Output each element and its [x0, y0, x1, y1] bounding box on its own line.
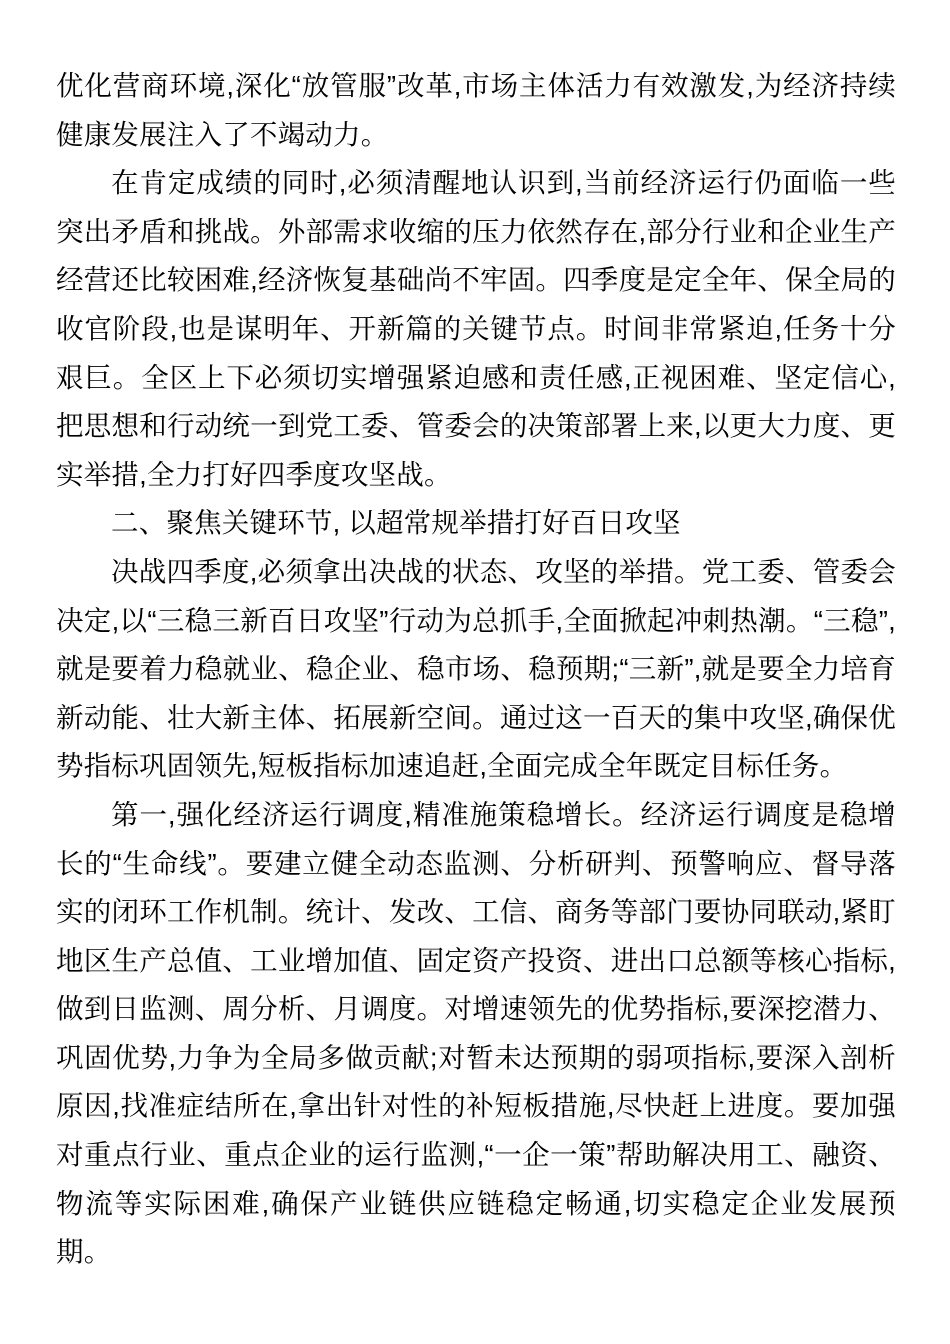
paragraph-continued: 优化营商环境,深化“放管服”改革,市场主体活力有效激发,为经济持续健康发展注入了不竭动力。	[56, 70, 896, 150]
heading-section-two: 二、聚焦关键环节, 以超常规举措打好百日攻坚	[111, 507, 681, 539]
paragraph-challenges: 在肯定成绩的同时,必须清醒地认识到,当前经济运行仍面临一些突出矛盾和挑战。外部需求收缩的压力依然存在,部分行业和企业生产经营还比较困难,经济恢复基础尚不牢固。四季度是定全年、保全局的收官阶段,也是谋明年、开新篇的关键节点。时间非常紧迫,任务十分艰巨。全区上下必须切实增强紧迫感和责任感,正视困难、坚定信心,把思想和行动统一到党工委、管委会的决策部署上来,以更大力度、更实举措,全力打好四季度攻坚战。	[56, 167, 896, 490]
document-body	[56, 62, 896, 1277]
paragraph-three-stable-three-new: 决战四季度,必须拿出决战的状态、攻坚的举措。党工委、管委会决定,以“三稳三新百日攻坚”行动为总抓手,全面掀起冲刺热潮。“三稳”,就是要着力稳就业、稳企业、稳市场、稳预期;“三新”,就是要全力培育新动能、壮大新主体、拓展新空间。通过这一百天的集中攻坚,确保优势指标巩固领先,短板指标加速追赶,全面完成全年既定目标任务。	[56, 555, 896, 782]
paragraph-first-measure: 第一,强化经济运行调度,精准施策稳增长。经济运行调度是稳增长的“生命线”。要建立健全动态监测、分析研判、预警响应、督导落实的闭环工作机制。统计、发改、工信、商务等部门要协同联动,紧盯地区生产总值、工业增加值、固定资产投资、进出口总额等核心指标,做到日监测、周分析、月调度。对增速领先的优势指标,要深挖潜力、巩固优势,力争为全局多做贡献;对暂未达预期的弱项指标,要深入剖析原因,找准症结所在,拿出针对性的补短板措施,尽快赶上进度。要加强对重点行业、重点企业的运行监测,“一企一策”帮助解决用工、融资、物流等实际困难,确保产业链供应链稳定畅通,切实稳定企业发展预期。	[56, 798, 896, 1268]
